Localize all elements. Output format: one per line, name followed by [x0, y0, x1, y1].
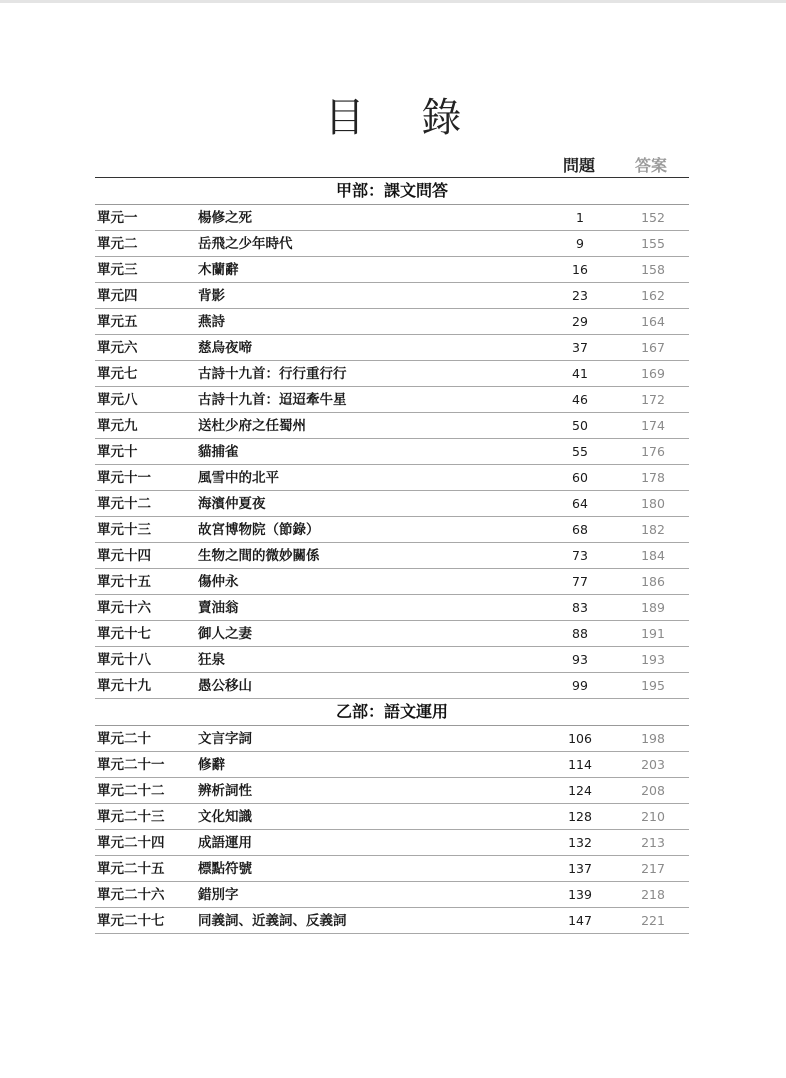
toc-row[interactable] — [95, 804, 689, 830]
toc-row[interactable] — [95, 752, 689, 778]
toc-row[interactable] — [95, 726, 689, 752]
toc-row[interactable] — [95, 621, 689, 647]
answer-page: 195 — [641, 678, 665, 693]
unit-label: 單元二十五 — [97, 861, 165, 877]
lesson-title: 文言字詞 — [198, 731, 252, 747]
unit-label: 單元二十四 — [97, 835, 165, 851]
answer-page: 180 — [641, 496, 665, 511]
unit-label: 單元二十一 — [97, 757, 165, 773]
unit-label: 單元十 — [97, 444, 138, 460]
answer-page: 198 — [641, 731, 665, 746]
question-page: 64 — [572, 496, 588, 511]
question-page: 99 — [572, 678, 588, 693]
toc-row[interactable] — [95, 283, 689, 309]
answer-page: 186 — [641, 574, 665, 589]
lesson-title: 慈烏夜啼 — [198, 340, 252, 356]
unit-label: 單元十六 — [97, 600, 151, 616]
lesson-title: 燕詩 — [198, 314, 225, 330]
lesson-title: 故宮博物院（節錄） — [198, 522, 320, 538]
lesson-title: 狂泉 — [198, 652, 225, 668]
answer-page: 174 — [641, 418, 665, 433]
question-page: 9 — [576, 236, 584, 251]
question-page: 93 — [572, 652, 588, 667]
question-page: 1 — [576, 210, 584, 225]
question-page: 16 — [572, 262, 588, 277]
questions-column-header: 問題 — [563, 156, 596, 175]
answer-page: 210 — [641, 809, 665, 824]
unit-label: 單元五 — [97, 314, 138, 330]
question-page: 60 — [572, 470, 588, 485]
toc-row[interactable] — [95, 491, 689, 517]
table-of-contents — [95, 177, 689, 934]
answer-page: 164 — [641, 314, 665, 329]
unit-label: 單元一 — [97, 210, 138, 226]
lesson-title: 錯別字 — [198, 887, 239, 903]
answer-page: 178 — [641, 470, 665, 485]
answer-page: 203 — [641, 757, 665, 772]
toc-row[interactable] — [95, 387, 689, 413]
lesson-title: 風雪中的北平 — [198, 470, 279, 486]
answer-page: 169 — [641, 366, 665, 381]
unit-label: 單元十八 — [97, 652, 151, 668]
question-page: 83 — [572, 600, 588, 615]
toc-row[interactable] — [95, 595, 689, 621]
top-divider — [0, 0, 786, 3]
answer-page: 218 — [641, 887, 665, 902]
answer-page: 221 — [641, 913, 665, 928]
answer-page: 184 — [641, 548, 665, 563]
toc-row[interactable] — [95, 543, 689, 569]
unit-label: 單元二 — [97, 236, 138, 252]
answer-page: 213 — [641, 835, 665, 850]
toc-row[interactable] — [95, 205, 689, 231]
unit-label: 單元十一 — [97, 470, 151, 486]
question-page: 23 — [572, 288, 588, 303]
unit-label: 單元十九 — [97, 678, 151, 694]
answer-page: 217 — [641, 861, 665, 876]
lesson-title: 送杜少府之任蜀州 — [198, 418, 306, 434]
unit-label: 單元二十二 — [97, 783, 165, 799]
unit-label: 單元十二 — [97, 496, 151, 512]
toc-row[interactable] — [95, 309, 689, 335]
lesson-title: 御人之妻 — [198, 626, 252, 642]
lesson-title: 木蘭辭 — [198, 262, 239, 278]
section-title: 甲部：課文問答 — [95, 178, 689, 205]
lesson-title: 成語運用 — [198, 835, 252, 851]
lesson-title: 古詩十九首：迢迢牽牛星 — [198, 392, 347, 408]
unit-label: 單元七 — [97, 366, 138, 382]
answer-page: 191 — [641, 626, 665, 641]
unit-label: 單元三 — [97, 262, 138, 278]
question-page: 37 — [572, 340, 588, 355]
section-title: 乙部：語文運用 — [95, 699, 689, 726]
toc-row[interactable] — [95, 231, 689, 257]
answer-page: 189 — [641, 600, 665, 615]
answer-page: 155 — [641, 236, 665, 251]
answer-page: 193 — [641, 652, 665, 667]
question-page: 132 — [568, 835, 592, 850]
unit-label: 單元十三 — [97, 522, 151, 538]
lesson-title: 生物之間的微妙關係 — [198, 548, 320, 564]
question-page: 147 — [568, 913, 592, 928]
unit-label: 單元九 — [97, 418, 138, 434]
unit-label: 單元八 — [97, 392, 138, 408]
question-page: 88 — [572, 626, 588, 641]
answers-column-header: 答案 — [635, 156, 668, 175]
answer-page: 158 — [641, 262, 665, 277]
lesson-title: 賣油翁 — [198, 600, 239, 616]
question-page: 124 — [568, 783, 592, 798]
unit-label: 單元二十三 — [97, 809, 165, 825]
lesson-title: 愚公移山 — [198, 678, 252, 694]
toc-row[interactable] — [95, 673, 689, 699]
question-page: 46 — [572, 392, 588, 407]
answer-page: 172 — [641, 392, 665, 407]
unit-label: 單元二十七 — [97, 913, 165, 929]
lesson-title: 修辭 — [198, 757, 225, 773]
answer-page: 208 — [641, 783, 665, 798]
toc-row[interactable] — [95, 830, 689, 856]
question-page: 29 — [572, 314, 588, 329]
page-title: 目 錄 — [324, 95, 484, 141]
lesson-title: 文化知識 — [198, 809, 252, 825]
toc-row[interactable] — [95, 465, 689, 491]
question-page: 114 — [568, 757, 592, 772]
answer-page: 182 — [641, 522, 665, 537]
lesson-title: 背影 — [198, 288, 225, 304]
question-page: 50 — [572, 418, 588, 433]
toc-row[interactable] — [95, 882, 689, 908]
toc-row[interactable] — [95, 335, 689, 361]
toc-row[interactable] — [95, 257, 689, 283]
question-page: 68 — [572, 522, 588, 537]
toc-row[interactable] — [95, 439, 689, 465]
lesson-title: 岳飛之少年時代 — [198, 236, 293, 252]
toc-row[interactable] — [95, 361, 689, 387]
column-headers — [95, 153, 689, 175]
question-page: 139 — [568, 887, 592, 902]
toc-row[interactable] — [95, 647, 689, 673]
unit-label: 單元十五 — [97, 574, 151, 590]
unit-label: 單元二十 — [97, 731, 151, 747]
lesson-title: 同義詞、近義詞、反義詞 — [198, 913, 347, 929]
unit-label: 單元十四 — [97, 548, 151, 564]
question-page: 41 — [572, 366, 588, 381]
answer-page: 176 — [641, 444, 665, 459]
lesson-title: 標點符號 — [198, 861, 252, 877]
toc-row[interactable] — [95, 569, 689, 595]
unit-label: 單元六 — [97, 340, 138, 356]
question-page: 137 — [568, 861, 592, 876]
answer-page: 167 — [641, 340, 665, 355]
toc-row[interactable] — [95, 778, 689, 804]
lesson-title: 海濱仲夏夜 — [198, 496, 266, 512]
unit-label: 單元十七 — [97, 626, 151, 642]
toc-row[interactable] — [95, 856, 689, 882]
question-page: 73 — [572, 548, 588, 563]
lesson-title: 傷仲永 — [198, 574, 239, 590]
lesson-title: 辨析詞性 — [198, 783, 252, 799]
question-page: 77 — [572, 574, 588, 589]
lesson-title: 貓捕雀 — [198, 444, 239, 460]
answer-page: 162 — [641, 288, 665, 303]
question-page: 128 — [568, 809, 592, 824]
unit-label: 單元二十六 — [97, 887, 165, 903]
toc-row[interactable] — [95, 908, 689, 934]
toc-row[interactable] — [95, 413, 689, 439]
toc-row[interactable] — [95, 517, 689, 543]
lesson-title: 古詩十九首：行行重行行 — [198, 366, 347, 382]
question-page: 55 — [572, 444, 588, 459]
answer-page: 152 — [641, 210, 665, 225]
unit-label: 單元四 — [97, 288, 138, 304]
question-page: 106 — [568, 731, 592, 746]
lesson-title: 楊修之死 — [198, 210, 252, 226]
